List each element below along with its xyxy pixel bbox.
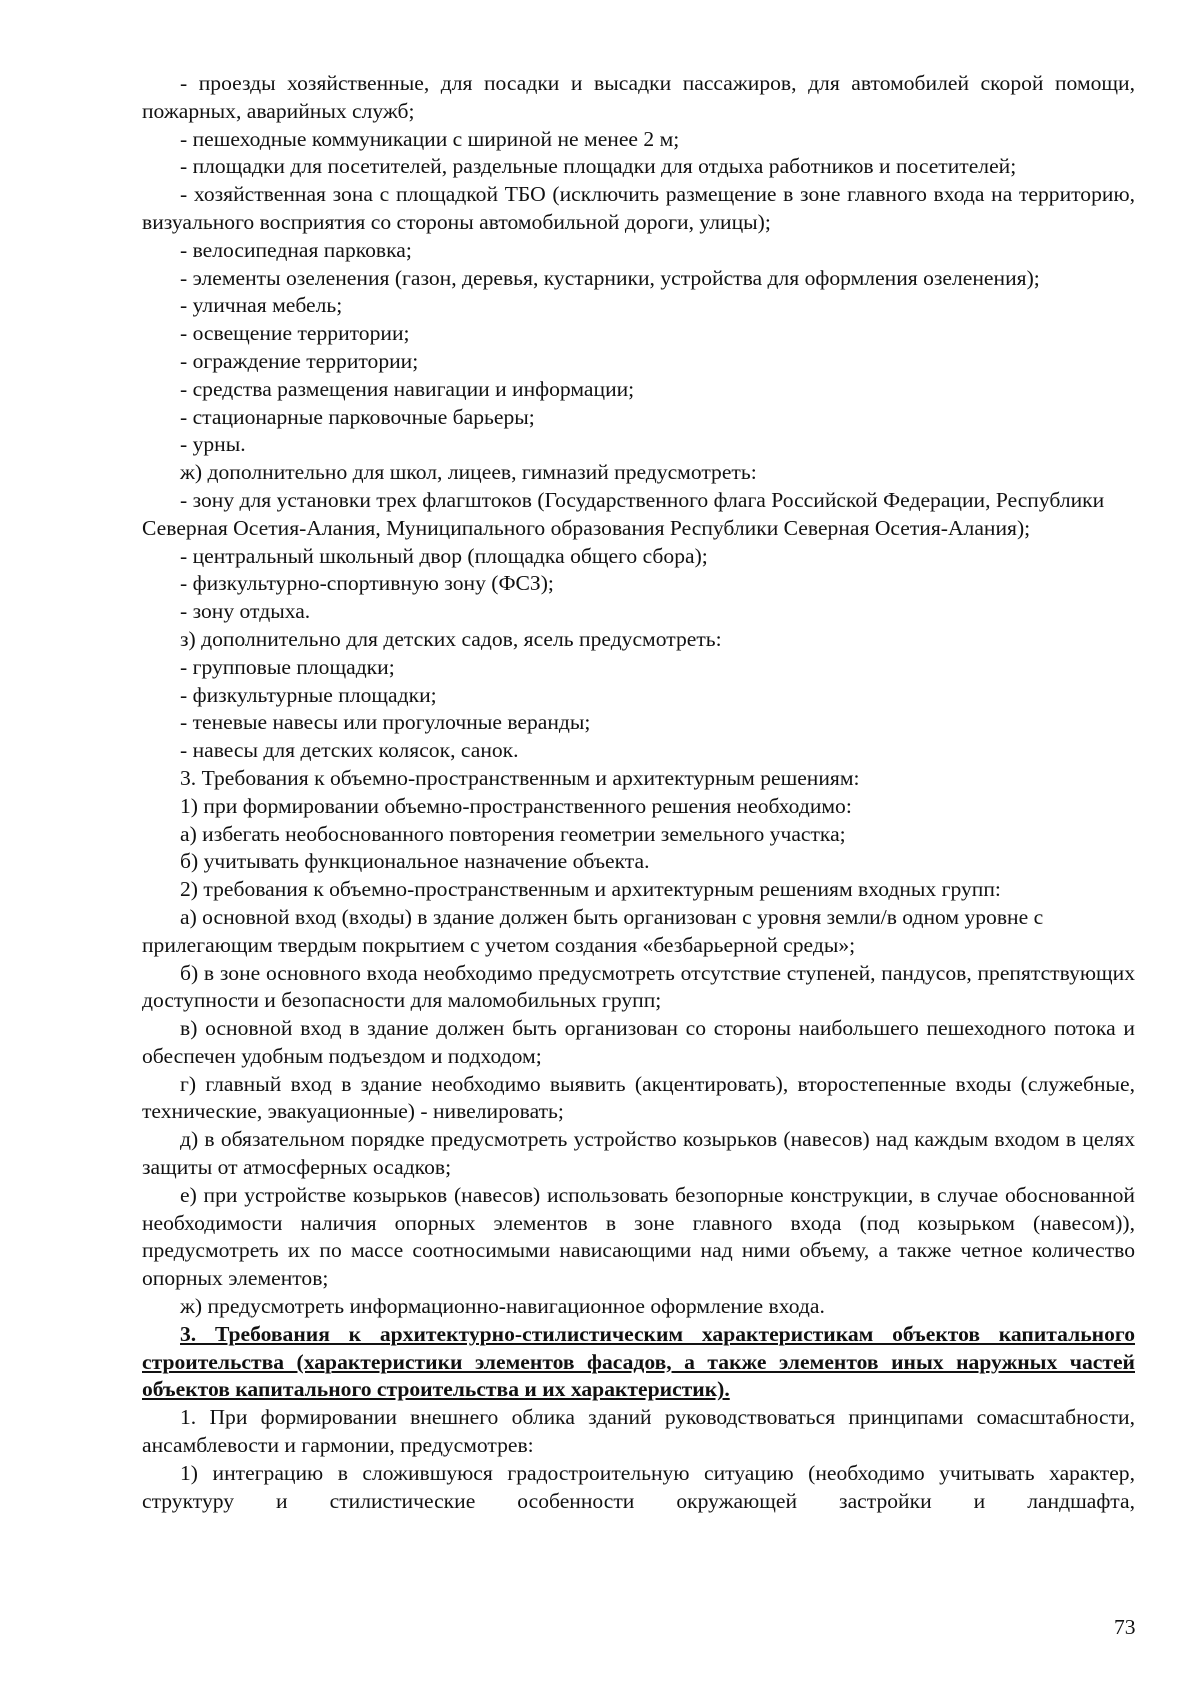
paragraph: - проезды хозяйственные, для посадки и высадки пассажиров, для автомобилей скорой помощи, пожарных, аварийных служб; bbox=[142, 71, 1135, 123]
paragraph: - элементы озеленения (газон, деревья, кустарники, устройства для оформления озеленения); bbox=[180, 265, 1040, 290]
paragraph: - физкультурно-спортивную зону (ФСЗ); bbox=[180, 571, 554, 596]
paragraph: - ограждение территории; bbox=[180, 348, 419, 373]
paragraph: - площадки для посетителей, раздельные площадки для отдыха работников и посетителей; bbox=[180, 154, 1017, 179]
paragraph: ж) предусмотреть информационно-навигационное оформление входа. bbox=[180, 1294, 825, 1319]
paragraph: - зону для установки трех флагштоков (Государственного флага Российской Федерации, Республики Северная Осетия-Алания, Муниципального образования Республики Северная Осетия-Алания); bbox=[142, 487, 1105, 540]
paragraph: ж) дополнительно для школ, лицеев, гимназий предусмотреть: bbox=[180, 460, 757, 485]
paragraph: - освещение территории; bbox=[180, 321, 410, 346]
paragraph: 1. При формировании внешнего облика зданий руководствоваться принципами сомасштабности, ансамблевости и гармонии, предусмотрев: bbox=[142, 1405, 1135, 1458]
paragraph: а) избегать необоснованного повторения геометрии земельного участка; bbox=[180, 821, 846, 846]
document-page bbox=[142, 70, 1135, 1515]
paragraph: б) в зоне основного входа необходимо предусмотреть отсутствие ступеней, пандусов, препятствующих доступности и безопасности для маломобильных групп; bbox=[142, 960, 1135, 1013]
paragraph: - центральный школьный двор (площадка общего сбора); bbox=[180, 543, 708, 568]
paragraph: а) основной вход (входы) в здание должен быть организован с уровня земли/в одном уровне с прилегающим твердым покрытием с учетом создания «безбарьерной среды»; bbox=[142, 904, 1044, 957]
paragraph: г) главный вход в здание необходимо выявить (акцентировать), второстепенные входы (служебные, технические, эвакуационные) - нивелировать; bbox=[142, 1071, 1135, 1124]
paragraph: - велосипедная парковка; bbox=[180, 237, 412, 262]
paragraph: 3. Требования к объемно-пространственным и архитектурным решениям: bbox=[180, 765, 860, 790]
paragraph: - пешеходные коммуникации с шириной не менее 2 м; bbox=[180, 126, 680, 151]
paragraph: - хозяйственная зона с площадкой ТБО (исключить размещение в зоне главного входа на территорию, визуального восприятия со стороны автомобильной дороги, улицы); bbox=[142, 182, 1135, 234]
paragraph: 2) требования к объемно-пространственным и архитектурным решениям входных групп: bbox=[180, 877, 1001, 902]
paragraph: 1) интеграцию в сложившуюся градостроительную ситуацию (необходимо учитывать характер, структуру и стилистические особенности окружающей застройки и ландшафта, bbox=[142, 1460, 1135, 1513]
paragraph: в) основной вход в здание должен быть организован со стороны наибольшего пешеходного потока и обеспечен удобным подъездом и подходом; bbox=[142, 1016, 1135, 1068]
paragraph: 1) при формировании объемно-пространственного решения необходимо: bbox=[180, 793, 852, 818]
paragraph: - уличная мебель; bbox=[180, 293, 343, 318]
paragraph: е) при устройстве козырьков (навесов) использовать безопорные конструкции, в случае обоснованной необходимости наличия опорных элементов в зоне главного входа (под козырьком (навесом)), предусмотреть их по массе соотносимыми нависающими над ними объему, а также четное количество опорных элементов; bbox=[142, 1182, 1135, 1291]
paragraph: - групповые площадки; bbox=[180, 654, 395, 679]
paragraph: з) дополнительно для детских садов, ясель предусмотреть: bbox=[180, 626, 722, 651]
paragraph: - зону отдыха. bbox=[180, 599, 311, 624]
paragraph: д) в обязательном порядке предусмотреть устройство козырьков (навесов) над каждым входом в целях защиты от атмосферных осадков; bbox=[142, 1127, 1135, 1180]
section-heading: 3. Требования к архитектурно-стилистическим характеристикам объектов капитального строительства (характеристики элементов фасадов, а также элементов иных наружных частей объектов капитального строительства и их характеристик). bbox=[142, 1321, 1135, 1402]
paragraph: - средства размещения навигации и информации; bbox=[180, 376, 635, 401]
paragraph: б) учитывать функциональное назначение объекта. bbox=[180, 849, 650, 874]
paragraph: - навесы для детских колясок, санок. bbox=[180, 738, 519, 763]
paragraph: - стационарные парковочные барьеры; bbox=[180, 404, 535, 429]
paragraph: - урны. bbox=[180, 432, 246, 457]
paragraph: - теневые навесы или прогулочные веранды; bbox=[180, 710, 591, 735]
page-number: 73 bbox=[1114, 1615, 1136, 1639]
paragraph: - физкультурные площадки; bbox=[180, 682, 437, 707]
